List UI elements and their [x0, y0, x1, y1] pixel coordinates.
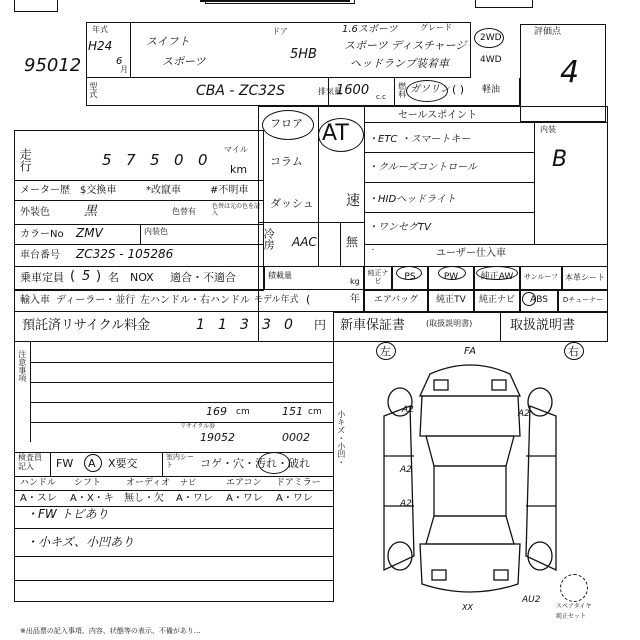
equip-pw-circle [438, 266, 466, 280]
mileage-unit: km [230, 163, 248, 176]
size-w-unit: cm [308, 407, 322, 417]
interior-grade-label: 内装 [540, 125, 556, 134]
fw-label: FW [56, 457, 74, 470]
new-warranty: 新車保証書 [340, 318, 406, 333]
interior-grade-value: B [552, 147, 568, 172]
year-value: H24 [88, 39, 113, 53]
equip-sunroof: サンルーフ [520, 266, 562, 290]
equip-dtuner: Dチューナー [558, 290, 608, 312]
equip-pw: PW [428, 266, 474, 290]
month-value: 6 [116, 56, 123, 67]
meter-opt3: #不明車 [210, 185, 249, 196]
model-code-label: 型式 [88, 82, 98, 98]
mirror-grade: A・ワレ [276, 493, 313, 504]
lot-box [14, 0, 58, 12]
remark-2: ・小キズ、小凹あり [26, 535, 135, 549]
car-hood [420, 396, 520, 436]
diagram-front-label: FA [464, 346, 477, 357]
ac-value: AAC [292, 235, 317, 249]
shift-grade: A・X・キ [70, 493, 114, 504]
audio-grade: 無し・欠 [124, 493, 164, 504]
seat-marks: コゲ・穴・汚れ・破れ [200, 457, 310, 470]
ac2-grade: A・ワレ [226, 493, 263, 504]
nav-label: ナビ [180, 478, 196, 487]
mileage-digit-5: 0 [198, 151, 208, 169]
mileage-digit-4: 0 [174, 151, 184, 169]
doors-value: 5HB [290, 47, 317, 62]
exterior-value: 黒 [84, 204, 98, 219]
equip-ps: PS [392, 266, 428, 290]
year-label: 年式 [92, 25, 108, 34]
mirror-label: ドアミラー [276, 478, 321, 488]
floor-circle [262, 110, 314, 140]
top-right-box [475, 0, 533, 8]
mileage-digit-2: 7 [126, 151, 136, 169]
drive-4wd: 4WD [480, 55, 502, 65]
fuel-paren: ( ) [452, 83, 465, 96]
model-year-paren: ( [306, 293, 311, 306]
mark-xx: XX [462, 603, 473, 612]
load-label: 積載量 [268, 271, 292, 280]
inspection-table [14, 342, 334, 602]
import-value: ディーラー・並行 [56, 295, 136, 306]
sales-item-4: ・ワンセグTV [368, 222, 431, 233]
month-unit: 月 [120, 65, 128, 74]
mark-a2-4: A2 [518, 409, 530, 419]
nox-label: NOX [130, 271, 154, 284]
model-year-unit: 年 [350, 294, 360, 305]
fuel-value: ガソリン [410, 84, 450, 95]
equip-aw: 純正AW [474, 266, 520, 290]
nox-value: 適合・不適合 [170, 271, 236, 284]
grade-line2: スポーツ ディスチャージ [344, 39, 467, 52]
drive-2wd: 2WD [480, 33, 502, 43]
nav-grade: A・ワレ [176, 493, 213, 504]
displacement-unit: c.c [376, 93, 386, 101]
x-label: X要交 [108, 457, 138, 470]
car-right-side [526, 406, 556, 570]
recycle-label: 預託済リサイクル料金 [22, 318, 151, 333]
column-label: コラム [270, 155, 303, 168]
warranty-note: (取扱説明書) [426, 319, 473, 328]
shift-label: シフト [74, 478, 102, 488]
load-unit: kg [350, 277, 360, 286]
headlight-l [434, 380, 448, 390]
sales-item-2: ・クルーズコントロール [368, 162, 477, 173]
exterior-label: 外装色 [20, 207, 50, 218]
import-label: 輸入車 [20, 295, 50, 306]
mileage-unit-top: マイル [224, 145, 248, 154]
spare-note: 純正セット [556, 613, 587, 620]
wheel-rl [388, 542, 412, 570]
transmission-value: AT [322, 121, 349, 146]
mark-au2: AU2 [522, 595, 541, 605]
diagram-left-label: 左 [380, 345, 391, 358]
capacity-unit: 名 [108, 271, 119, 284]
ac-label: 冷房 [262, 228, 276, 250]
color-no-value: ZMV [76, 226, 103, 240]
score-value: 4 [560, 55, 580, 90]
audio-label: オーディオ [126, 478, 171, 488]
chassis-value: ZC32S - 105286 [76, 247, 174, 261]
sales-item-3: ・HIDヘッドライト [368, 194, 456, 205]
equip-navi2: 純正ナビ [474, 290, 520, 312]
side-note: 小キズ・小凹・ [336, 410, 346, 466]
equip-tv: 純正TV [428, 290, 474, 312]
grade-line1: 1.6スポーツ [342, 24, 398, 35]
spare-tire-icon [560, 574, 588, 602]
floor-label: フロア [270, 117, 303, 130]
light-oil-label: 軽油 [482, 85, 501, 95]
size-h-unit: cm [236, 407, 250, 417]
capacity-label: 乗車定員 [20, 271, 64, 284]
taillight-l [432, 570, 446, 580]
capacity-paren-close: ) [96, 269, 102, 284]
color-change-note: 色替は元の色を記入 [212, 203, 261, 217]
manual-label: 取扱説明書 [510, 318, 576, 333]
size-h: 169 [206, 405, 227, 418]
headlight-r [492, 380, 506, 390]
equip-abs: ABS [520, 290, 558, 312]
mark-a2-1: A2 [402, 405, 414, 415]
size-w: 151 [282, 405, 303, 418]
mileage-digit-3: 5 [150, 151, 160, 169]
chassis-label: 車台番号 [20, 250, 60, 261]
inspector-label: 検査員記入 [18, 453, 42, 471]
equip-airbag: エアバッグ [364, 290, 428, 312]
spare-label: スペアタイヤ [556, 603, 592, 610]
drive-2wd-circle [474, 28, 504, 48]
cert-value: 19052 [200, 431, 235, 444]
fw-grade: A [88, 457, 96, 470]
equip-aw-circle [476, 266, 518, 280]
handle-grade: A・スレ [20, 493, 57, 504]
car-name-line1: スイフト [146, 35, 190, 48]
mark-a2-2: A2 [400, 465, 412, 475]
mileage-label: 走行 [18, 148, 33, 172]
equip-ps-circle [396, 266, 422, 280]
displacement-value: 1600 [336, 83, 370, 98]
remark-1: ・FW トビあり [26, 507, 109, 521]
equip-navi: 純正ナビ [364, 266, 392, 290]
recycle-digit-3: 3 [240, 317, 249, 333]
displacement-label: 排気量 [318, 87, 342, 96]
sales-title: セールスポイント [398, 110, 478, 121]
car-rear-window [426, 516, 514, 544]
recycle-digit-1: 1 [196, 317, 205, 333]
sales-small-label: ・ [370, 247, 377, 254]
car-windshield [426, 436, 514, 466]
taillight-r [494, 570, 508, 580]
wheel-fr [528, 388, 552, 416]
capacity-paren-open: ( [70, 269, 76, 284]
lot-number: 95012 [24, 55, 82, 76]
grade-line3: ヘッドランプ装着車 [350, 57, 449, 70]
diagram-right-label: 右 [568, 345, 579, 358]
seat-stain-circle [258, 452, 290, 474]
handle-label: ハンドル [20, 478, 57, 488]
speed-label: 速 [346, 193, 360, 209]
car-rear-outline [420, 544, 520, 592]
fuel-label: 燃料 [397, 82, 407, 98]
ac2-label: エアコン [226, 478, 262, 488]
doors-label: ドア [272, 27, 288, 36]
dash-label: ダッシュ [270, 197, 314, 210]
none-label: 無 [346, 235, 359, 249]
recycle-digit-2: 1 [218, 317, 227, 333]
cert-label: リサイクル券 [180, 423, 216, 430]
equip-leather: 本革シート [562, 266, 608, 290]
model-code-value: CBA - ZC32S [196, 83, 285, 99]
interior-seat-label: 室内シート [166, 453, 194, 469]
mileage-digits [44, 138, 222, 178]
dealer-label: ユーザー仕入車 [436, 248, 506, 259]
car-left-side [384, 406, 414, 570]
note-label: 注意事項 [17, 350, 27, 382]
meter-label: メーター歴 [20, 185, 70, 196]
color-no-label: カラーNo [20, 229, 64, 240]
footer-text: ※出品票の記入事項、内容、状態等の表示、不備があり... [20, 627, 201, 635]
cert-value2: 0002 [282, 431, 310, 444]
transmission-circle [318, 118, 364, 152]
mark-a2-3: A2 [400, 499, 412, 509]
color-change-label: 色替有 [172, 207, 196, 216]
recycle-unit: 円 [314, 318, 327, 332]
recycle-digit-4: 3 [262, 317, 271, 333]
score-label: 評価点 [534, 27, 562, 37]
model-year-label: モデル年式 [254, 295, 299, 305]
grade-label: グレード [420, 23, 452, 32]
interior-color-label: 内装色 [144, 227, 168, 236]
car-diagram [370, 356, 570, 612]
header-banner [200, 0, 350, 2]
sales-item-1: ・ETC ・スマートキー [368, 134, 471, 145]
handle-value: 左ハンドル・右ハンドル [140, 295, 250, 306]
recycle-digit-5: 0 [284, 317, 293, 333]
meter-opt2: *改竄車 [146, 185, 181, 196]
recycle-digits [188, 316, 328, 338]
capacity-value: 5 [82, 269, 91, 284]
car-roof [434, 466, 506, 516]
equip-abs-circle [522, 292, 536, 306]
mileage-digit-1: 5 [102, 151, 112, 169]
meter-opt1: $交換車 [80, 185, 117, 196]
car-name-line2: スポーツ [162, 55, 206, 68]
wheel-rr [528, 542, 552, 570]
